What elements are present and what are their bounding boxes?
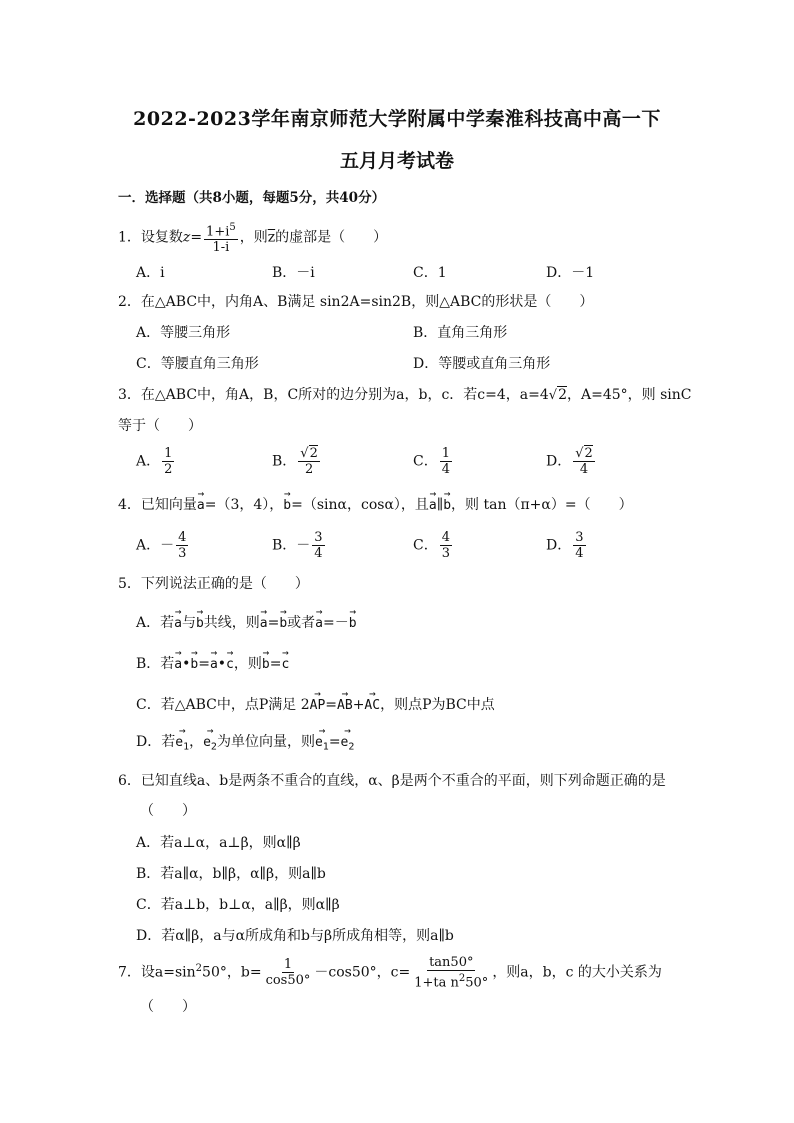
- q5-b-vec3: → a: [210, 657, 218, 672]
- q3-line2: 等于（ ）: [118, 418, 202, 434]
- q5-d-e1b: e: [314, 735, 323, 750]
- q1-prefix: 设复数: [140, 229, 183, 246]
- q7-b-den: cos50°: [265, 973, 311, 989]
- q4-opt-d-label: D．: [546, 537, 572, 554]
- q4-option-b: [272, 530, 327, 561]
- q4-opt-a-label: A．: [136, 537, 161, 554]
- question-4: [118, 494, 633, 514]
- q5-a-vec2: → b: [196, 616, 204, 631]
- q5-b-dot1: •: [182, 656, 191, 672]
- q7-pre: 7．设a=sin: [118, 964, 196, 981]
- q4-vec-b: → b: [283, 498, 291, 513]
- q4-opt-b-sign: －: [296, 537, 311, 554]
- q7-c-frac: [412, 955, 490, 990]
- q2-option-c: C．等腰直角三角形: [136, 356, 259, 372]
- q4-opt-d-den: 4: [575, 546, 584, 561]
- q5-option-d: [136, 731, 354, 753]
- q6-option-b: B．若a∥α，b∥β，α∥β，则a∥b: [136, 866, 326, 882]
- q5-d-e2: e: [203, 735, 211, 750]
- q4-post: ，则 tan（π+α）=（ ）: [451, 497, 633, 513]
- q5-d-e1: e: [175, 735, 184, 750]
- q5-c-post: ，则点P为BC中点: [380, 697, 495, 713]
- q5-b-eq: =: [198, 656, 210, 672]
- q5-d-sub2b: 2: [348, 741, 355, 753]
- q5-b-mid: ，则: [233, 656, 262, 672]
- q5-option-b: [136, 653, 289, 673]
- q1-z: z: [182, 229, 191, 246]
- q4-opt-b-den: 4: [314, 546, 323, 561]
- q1-option-c: C．1: [413, 265, 447, 281]
- q1-option-b: B．－i: [272, 265, 315, 281]
- q7-post: ，则a，b，c 的大小关系为: [492, 964, 662, 981]
- q6-paren: （ ）: [140, 803, 196, 819]
- q5-a-mid5: =－: [323, 615, 349, 631]
- q7-a-tail: 50°，b=: [202, 964, 262, 981]
- q1-option-d: D．－1: [546, 265, 595, 281]
- q2-option-d: D．等腰或直角三角形: [413, 356, 551, 372]
- q5-b-eq2: =: [269, 656, 282, 672]
- q4-pre: 4．已知向量: [118, 497, 197, 513]
- q4-opt-a-num: 4: [178, 530, 187, 545]
- q3-opt-b-num: 2: [309, 446, 318, 461]
- q7-b-tail: －cos50°，c=: [314, 964, 411, 981]
- q1-mid: ，则: [239, 229, 268, 246]
- q4-option-a: [136, 530, 190, 561]
- q4-vec-a: → a: [197, 498, 205, 513]
- q5-d-comma: ，: [189, 734, 204, 750]
- q5-d-vec-e1: [175, 735, 189, 753]
- q5-d-e2b: e: [340, 735, 349, 750]
- q7-c-den-sup: 2: [458, 973, 466, 984]
- q1-post: 的虚部是（ ）: [275, 229, 388, 246]
- q4-parallel: ∥: [436, 497, 444, 513]
- q4-opt-a-sign: －: [160, 537, 175, 554]
- q5-c-ap: → AP: [310, 698, 326, 713]
- q5-d-sub1b: 1: [322, 741, 329, 753]
- q5-a-pre: A．若: [136, 615, 175, 631]
- q4-opt-c-num: 4: [441, 530, 450, 545]
- q5-b-dot2: •: [217, 656, 227, 672]
- q5-c-ab: → AB: [337, 698, 353, 713]
- q4-opt-c-den: 3: [441, 546, 450, 561]
- q3-opt-d-den: 4: [579, 462, 589, 477]
- q5-d-vec-e1b: [315, 735, 329, 753]
- q1-frac-sup: 5: [229, 222, 236, 233]
- q5-a-mid4: 或者: [287, 615, 316, 631]
- q1-eq: =: [190, 229, 203, 246]
- q5-d-sub1: 1: [183, 741, 190, 753]
- q7-paren: （ ）: [140, 999, 196, 1015]
- q5-b-pre: B．若: [136, 656, 175, 672]
- q1-option-a: A．i: [136, 265, 165, 281]
- q5-b-vec2: → b: [190, 657, 198, 672]
- q4-vec-a2: → a: [429, 498, 437, 513]
- q3-text-b: ，A=45°，则 sinC: [566, 387, 692, 403]
- q4-opt-a-den: 3: [178, 546, 187, 561]
- q5-a-mid2: 共线，则: [203, 615, 260, 631]
- q1-number: 1．: [118, 229, 141, 246]
- q3-opt-c-num: 1: [441, 446, 450, 461]
- q5-b-vec1: → a: [174, 657, 182, 672]
- q4-opt-d-num: 3: [575, 530, 584, 545]
- q6-option-a: A．若a⊥α，a⊥β，则α∥β: [136, 835, 301, 851]
- q7-sup: 2: [195, 963, 203, 974]
- q5-c-ac: → AC: [364, 698, 380, 713]
- q4-a-val: =（3，4），: [204, 497, 284, 513]
- q3-option-c: [413, 446, 454, 477]
- q5-c-eq: =: [325, 697, 338, 713]
- q5-b-vec4: → c: [226, 657, 234, 672]
- q6-option-c: C．若a⊥b，b⊥α，a∥β，则α∥β: [136, 897, 340, 913]
- question-7: [118, 955, 662, 990]
- exam-title-line2: 五月月考试卷: [339, 150, 454, 172]
- q5-d-vec-e2: [203, 735, 217, 753]
- q3-option-d: D． $\frac{√2}{4}$: [546, 446, 593, 477]
- q3-opt-a-num: 1: [164, 446, 173, 461]
- q5-c-plus: +: [352, 697, 365, 713]
- q4-b-val: =（sinα，cosα），且: [291, 497, 429, 513]
- q3-opt-d-label: D．: [546, 453, 572, 470]
- q3-opt-a-label: A．: [136, 453, 161, 470]
- q5-a-mid3: =: [267, 615, 280, 631]
- q1-zbar: $\overline{z}$: [267, 229, 276, 246]
- q5-d-sub2: 2: [210, 741, 217, 753]
- q3-opt-c-label: C．: [413, 453, 438, 470]
- q1-frac-den: 1-i: [212, 240, 230, 256]
- q5-d-vec-e2b: [341, 735, 355, 753]
- q2-option-a: A．等腰三角形: [136, 325, 231, 341]
- q3-opt-b-label: B．: [272, 453, 297, 470]
- q4-opt-b-num: 3: [314, 530, 323, 545]
- q5-b-vec6: → c: [281, 657, 289, 672]
- section-heading: 一．选择题（共8小题，每题5分，共40分）: [118, 190, 386, 206]
- q5-d-pre: D．若: [136, 734, 176, 750]
- question-3: 3．在△ABC中，角A，B，C所对的边分别为a，b，c．若c=4，a=4√2，A=45°，则 sinC: [118, 387, 692, 403]
- q1-fraction: [204, 220, 238, 255]
- q3-opt-a-den: 2: [164, 462, 173, 477]
- q4-vec-b2: → b: [443, 498, 451, 513]
- question-6: 6．已知直线a、b是两条不重合的直线，α、β是两个不重合的平面，则下列命题正确的是: [118, 773, 666, 789]
- q7-b-num: 1: [283, 957, 293, 973]
- q3-opt-c-den: 4: [441, 462, 450, 477]
- q3-opt-d-num: 2: [584, 446, 593, 461]
- q7-c-num: tan50°: [429, 955, 474, 970]
- q3-opt-b-den: 2: [304, 462, 314, 477]
- q7-c-den-pre: 1+ta n: [414, 975, 459, 991]
- q4-option-c: [413, 530, 454, 561]
- q5-b-vec5: → b: [262, 657, 270, 672]
- question-5: 5．下列说法正确的是（ ）: [118, 576, 309, 592]
- q5-a-mid1: 与: [181, 615, 196, 631]
- q5-d-mid: 为单位向量，则: [216, 734, 315, 750]
- q5-a-vec5: → a: [315, 616, 323, 631]
- q3-text-a: 3．在△ABC中，角A，B，C所对的边分别为a，b，c．若c=4，a=4: [118, 387, 549, 403]
- question-1: [118, 220, 387, 255]
- q1-frac-num: 1+i: [206, 224, 230, 240]
- q3-option-b: B． $\frac{√2}{2}$: [272, 446, 318, 477]
- q5-a-vec1: → a: [174, 616, 182, 631]
- q5-a-vec3: → a: [260, 616, 268, 631]
- q4-opt-b-label: B．: [272, 537, 297, 554]
- q3-sqrt: 2: [558, 387, 567, 403]
- q2-option-b: B．直角三角形: [413, 325, 508, 341]
- q7-c-den-post: 50°: [465, 975, 489, 991]
- question-2: 2．在△ABC中，内角A、B满足 sin2A=sin2B，则△ABC的形状是（ ）: [118, 294, 594, 310]
- exam-title-line1: 2022-2023学年南京师范大学附属中学秦淮科技高中高一下: [133, 108, 661, 130]
- q5-a-vec6: → b: [349, 616, 357, 631]
- q5-d-eq: =: [328, 734, 341, 750]
- q5-c-pre: C．若△ABC中，点P满足 2: [136, 697, 310, 713]
- q5-option-a: [136, 612, 357, 632]
- q4-option-d: [546, 530, 588, 561]
- q3-option-a: [136, 446, 176, 477]
- q5-a-vec4: → b: [279, 616, 287, 631]
- q4-opt-c-label: C．: [413, 537, 438, 554]
- q7-b-frac: [264, 957, 313, 988]
- q6-option-d: D．若α∥β，a与α所成角和b与β所成角相等，则a∥b: [136, 928, 454, 944]
- q5-option-c: [136, 694, 495, 714]
